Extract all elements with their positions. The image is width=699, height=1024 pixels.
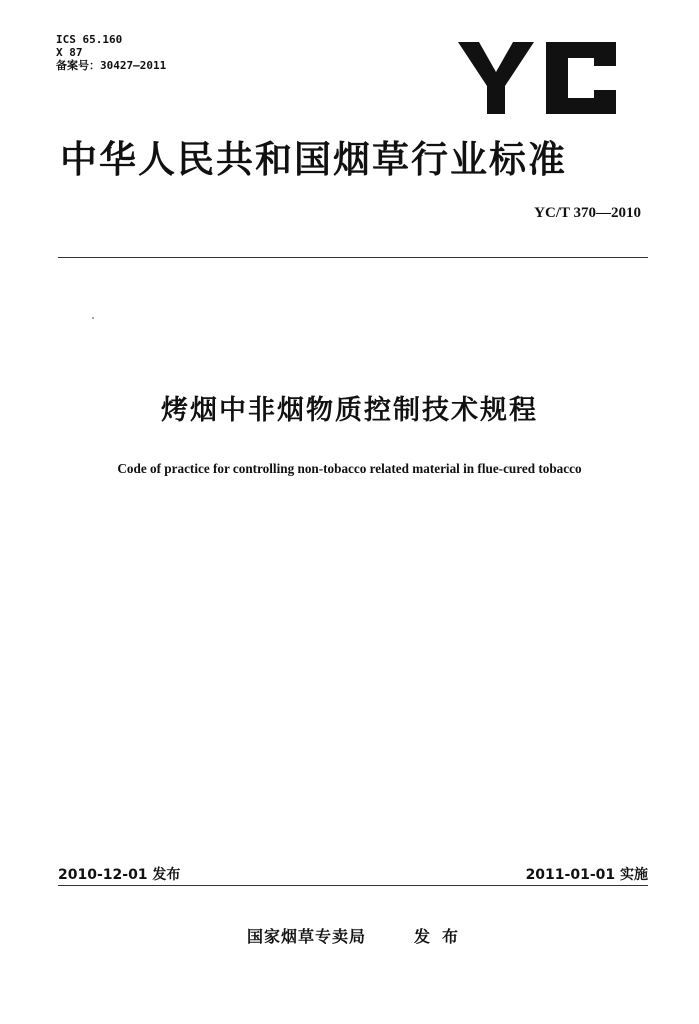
- logo-letter-c: [546, 42, 616, 114]
- issue-date: 2010-12-01 发布: [58, 867, 181, 883]
- document-title-en: Code of practice for controlling non-tobacco related material in flue-cured tobacco: [117, 461, 582, 476]
- publisher-name: 国家烟草专卖局: [247, 927, 367, 946]
- classification-code: X 87: [56, 46, 83, 59]
- publish-label: 发布: [414, 927, 471, 946]
- effective-date: 2011-01-01 实施: [525, 867, 648, 883]
- standard-number: YC/T 370—2010: [534, 205, 641, 221]
- scan-speck: [92, 317, 94, 319]
- header-divider: [58, 257, 648, 258]
- classification-block: [56, 33, 166, 72]
- logo-letter-y: [458, 42, 534, 114]
- filing-number: 备案号：30427—2011: [56, 59, 167, 72]
- document-title-cn: 烤烟中非烟物质控制技术规程: [161, 395, 538, 426]
- yc-logo: [458, 42, 616, 114]
- footer-divider: [58, 885, 648, 886]
- ics-code: ICS 65.160: [56, 33, 123, 46]
- national-standard-title: 中华人民共和国烟草行业标准: [60, 138, 567, 181]
